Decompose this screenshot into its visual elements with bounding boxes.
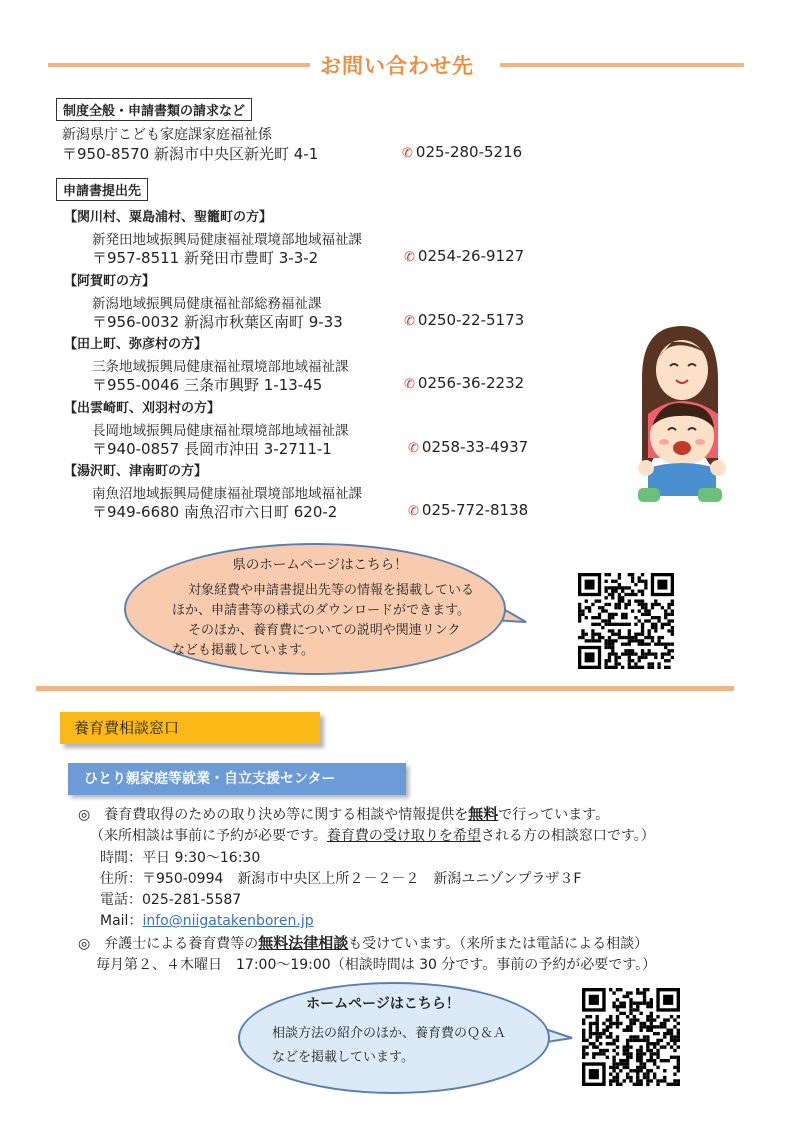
region-phone-number: 0254-26-9127: [417, 247, 525, 265]
region-label: 【関川村、粟島浦村、聖籠町の方】: [64, 210, 273, 225]
mail-link[interactable]: info@niigatakenboren.jp: [142, 913, 314, 929]
page-title: お問い合わせ先: [320, 54, 474, 78]
text: ◎ 弁護士による養育費等の: [78, 936, 259, 952]
mail-label: Mail：: [100, 913, 143, 929]
consult-line-1: [78, 803, 609, 824]
general-address: 〒950-8570 新潟市中央区新光町 4-1: [62, 145, 319, 163]
qr-code[interactable]: [578, 573, 674, 669]
general-phone-number: 025-280-5216: [415, 143, 523, 161]
bubble-text: ほか、申請書等の様式のダウンロードができます。: [172, 603, 470, 618]
homepage-bubble-title: 県のホームページはこちら！: [232, 557, 408, 573]
text: （来所相談は事前に予約が必要です。: [90, 828, 327, 844]
text: ◎ 養育費取得のための取り決め等に関する相談や情報提供を: [78, 807, 469, 823]
region-label: 【田上町、弥彦村の方】: [64, 337, 208, 352]
region-office: 長岡地域振興局健康福祉環境部地域福祉課: [92, 423, 349, 439]
region-phone-number: 0256-36-2232: [417, 374, 525, 392]
consult-line-3: [78, 932, 648, 953]
general-phone[interactable]: [402, 143, 522, 161]
region-address: 〒956-0032 新潟市秋葉区南町 9-33: [92, 313, 343, 331]
phone-icon: ✆: [404, 377, 415, 392]
text: も受けています。（来所または電話による相談）: [348, 936, 649, 952]
phone-icon: ✆: [404, 250, 415, 265]
center-name: ひとり親家庭等就業・自立支援センター: [68, 763, 406, 795]
bubble-text: そのほか、養育費についての説明や関連リンク: [188, 623, 461, 638]
bubble-text: 相談方法の紹介のほか、養育費のＱ＆Ａ: [272, 1026, 507, 1041]
bubble-text: などを掲載しています。: [272, 1050, 414, 1065]
consult-hours: 時間：平日 9:30～16:30: [100, 850, 261, 866]
region-office: 南魚沼地域振興局健康福祉環境部地域福祉課: [92, 486, 362, 502]
region-office: 新潟地域振興局健康福祉部総務福祉課: [92, 296, 322, 312]
general-org: 新潟県庁こども家庭課家庭福祉係: [62, 127, 272, 143]
bubble-text: 対象経費や申請書提出先等の情報を掲載している: [188, 583, 475, 598]
region-phone-number: 025-772-8138: [421, 501, 529, 519]
region-address: 〒955-0046 三条市興野 1-13-45: [92, 376, 323, 394]
region-address: 〒949-6680 南魚沼市六日町 620-2: [92, 503, 338, 521]
phone-icon: ✆: [408, 504, 419, 519]
region-label: 【阿賀町の方】: [64, 274, 156, 289]
consult-line-4: 毎月第２、４木曜日 17:00～19:00（相談時間は 30 分です。事前の予約が必要です。）: [96, 957, 657, 973]
text: で行っています。: [498, 807, 610, 823]
region-label: 【湯沢町、津南町の方】: [64, 464, 208, 479]
region-phone[interactable]: [408, 438, 528, 456]
free-legal-emphasis: 無料法律相談: [258, 934, 349, 952]
consult-bubble-title: ホームページはこちら！: [306, 996, 460, 1012]
section-separator: [36, 686, 734, 691]
phone-icon: ✆: [408, 441, 419, 456]
region-phone[interactable]: [404, 374, 524, 392]
mother-child-illustration: [632, 318, 728, 518]
section-submit-label: 申請書提出先: [56, 178, 148, 201]
consult-phone: 電話：025-281-5587: [100, 892, 242, 908]
region-phone-number: 0250-22-5173: [417, 311, 525, 329]
consult-address: 住所：〒950-0994 新潟市中央区上所２－２－２ 新潟ユニゾンプラザ３F: [100, 871, 582, 887]
consult-line-2: [90, 825, 655, 845]
phone-icon: ✆: [404, 314, 415, 329]
free-emphasis: 無料: [468, 805, 499, 823]
region-phone-number: 0258-33-4937: [421, 438, 529, 456]
text: される方の相談窓口です。）: [480, 828, 655, 844]
underlined-text: 養育費の受け取りを希望: [326, 828, 481, 844]
consult-mail: [100, 910, 314, 930]
region-phone[interactable]: [408, 501, 528, 519]
region-phone[interactable]: [404, 311, 524, 329]
region-address: 〒957-8511 新発田市豊町 3-3-2: [92, 249, 319, 267]
region-address: 〒940-0857 長岡市沖田 3-2711-1: [92, 440, 332, 458]
qr-code[interactable]: [582, 988, 680, 1086]
section-general-label: 制度全般・申請書類の請求など: [56, 98, 252, 121]
region-office: 三条地域振興局健康福祉環境部地域福祉課: [92, 359, 349, 375]
region-phone[interactable]: [404, 247, 524, 265]
region-label: 【出雲崎町、刈羽村の方】: [64, 401, 221, 416]
region-office: 新発田地域振興局健康福祉環境部地域福祉課: [92, 232, 362, 248]
bubble-text: なども掲載しています。: [172, 643, 314, 658]
consult-title: 養育費相談窓口: [60, 712, 320, 744]
phone-icon: ✆: [402, 146, 413, 161]
